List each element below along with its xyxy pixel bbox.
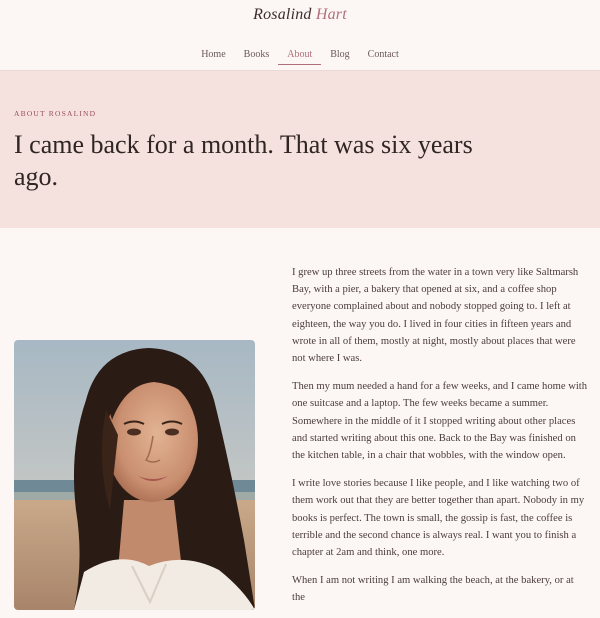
- site-title[interactable]: [0, 6, 600, 24]
- hero-eyebrow: ABOUT ROSALIND: [14, 109, 97, 118]
- nav-home[interactable]: Home: [201, 49, 226, 60]
- nav-blog[interactable]: Blog: [330, 49, 350, 60]
- author-portrait: [14, 340, 255, 610]
- site-title-last: Hart: [315, 6, 347, 23]
- hero-banner: [0, 71, 600, 228]
- hero-headline: I came back for a month. That was six years ago.: [14, 130, 473, 191]
- portrait-image: [14, 340, 255, 610]
- nav-about[interactable]: About: [278, 49, 321, 65]
- about-body: [292, 264, 588, 618]
- about-paragraph: I grew up three streets from the water in a town very like Saltmarsh Bay, with a pier, a bakery that opened at six, and a coffee shop everyone complained about and nobody stopped going to. I left at eighteen, the way you do. I lived in four cities in fifteen years and wrote in all of them, mostly at night, mostly about places that were not where I was.: [292, 267, 579, 365]
- nav-books[interactable]: Books: [243, 49, 270, 60]
- site-title-first: Rosalind: [253, 6, 312, 23]
- main-nav: [0, 49, 600, 65]
- about-paragraph: I write love stories because I like people, and I like watching two of them work out that they are better together than apart. Nobody in my books is perfect. The town is small, the gossip is fast, the coffee is terrible and the second chance is always real. I want you to finish a chapter at 2am and think, one more.: [292, 478, 585, 559]
- nav-contact[interactable]: Contact: [367, 49, 399, 60]
- about-paragraph: Then my mum needed a hand for a few weeks, and I came home with one suitcase and a laptop. The few weeks became a summer. Somewhere in the middle of it I stopped writing about other places and started writing about this one. Back to the Bay was finished on the kitchen table, in a chair that wobbles, with the window open.: [292, 381, 588, 462]
- about-paragraph: When I am not writing I am walking the beach, at the bakery, or at the: [292, 575, 574, 604]
